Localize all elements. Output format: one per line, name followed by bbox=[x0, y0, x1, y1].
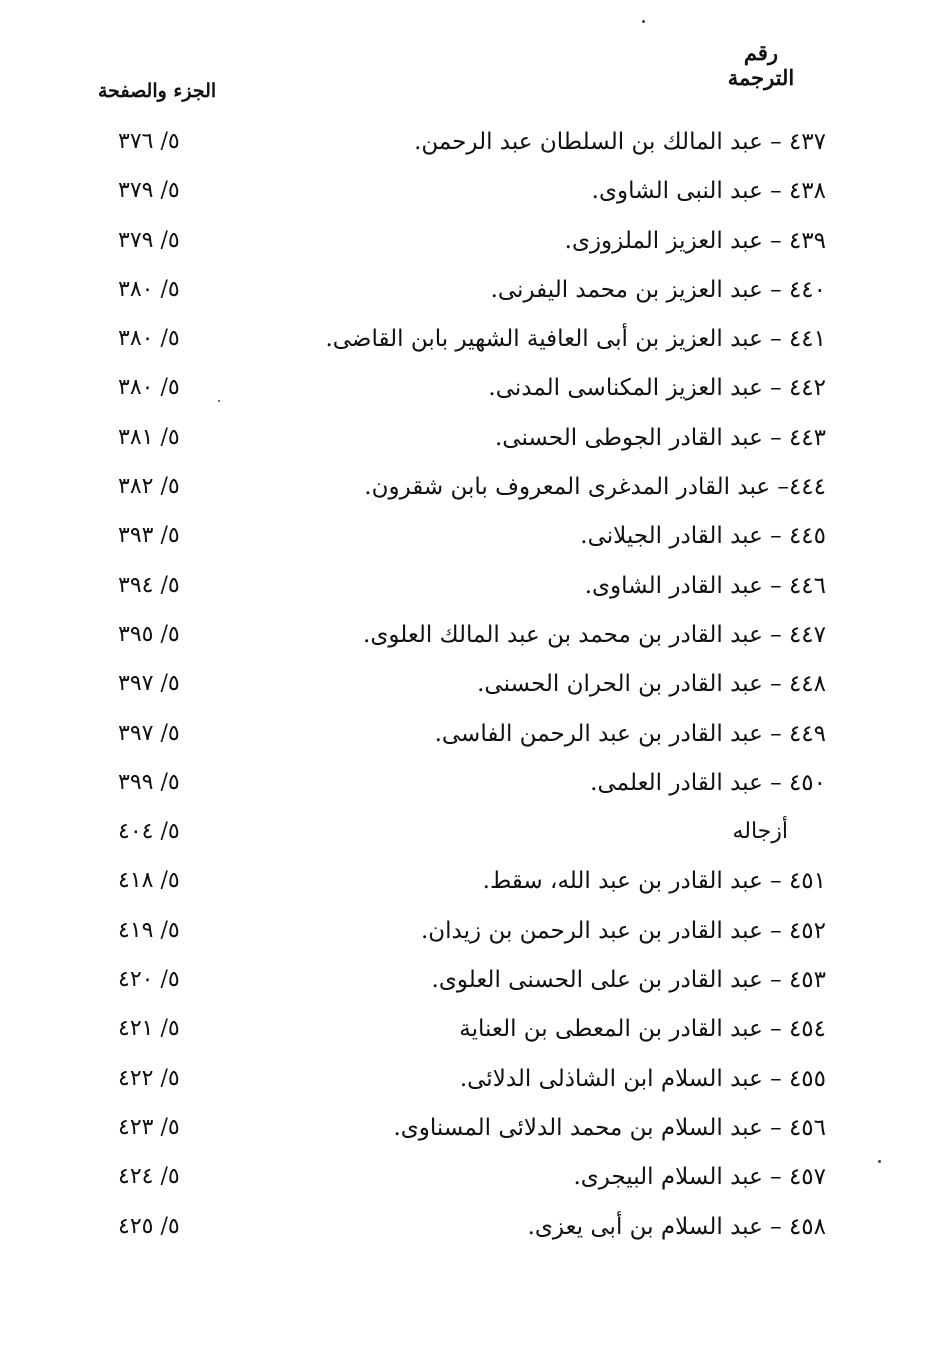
list-item bbox=[0, 662, 938, 711]
volume-page-ref: ٥/ ٣٧٩ bbox=[118, 178, 180, 204]
scan-speck bbox=[642, 20, 645, 23]
list-item bbox=[0, 859, 938, 908]
volume-page-ref: ٥/ ٣٧٦ bbox=[118, 129, 180, 154]
index-entries-list bbox=[0, 120, 938, 1254]
entry-title: ٤٤٩ – عبد القادر بن عبد الرحمن الفاسى. bbox=[434, 720, 826, 747]
volume-page-column-header: الجزء والصفحة bbox=[98, 80, 217, 102]
entry-title: ٤٣٨ – عبد النبى الشاوى. bbox=[591, 178, 826, 205]
list-item bbox=[0, 909, 938, 958]
volume-page-ref: ٥/ ٣٨٠ bbox=[118, 326, 180, 352]
list-item bbox=[0, 120, 938, 169]
volume-page-ref: ٥/ ٤٢٥ bbox=[118, 1213, 180, 1239]
entry-title: ٤٥٠ – عبد القادر العلمى. bbox=[590, 769, 826, 796]
list-item bbox=[0, 465, 938, 514]
entry-title: ٤٤٨ – عبد القادر بن الحران الحسنى. bbox=[477, 671, 826, 698]
entry-number-column-header bbox=[706, 40, 816, 90]
entry-title: ٤٤٢ – عبد العزيز المكناسى المدنى. bbox=[488, 375, 826, 402]
list-item bbox=[0, 169, 938, 218]
entry-title: ٤٥١ – عبد القادر بن عبد الله، سقط. bbox=[482, 868, 826, 895]
entry-title: ٤٥٦ – عبد السلام بن محمد الدلائى المسناوى. bbox=[393, 1114, 826, 1141]
volume-page-ref: ٥/ ٣٨٢ bbox=[118, 474, 180, 500]
list-item bbox=[0, 1205, 938, 1254]
entry-title: ٤٤٧ – عبد القادر بن محمد بن عبد المالك العلوى. bbox=[363, 621, 826, 648]
volume-page-ref: ٥/ ٤١٩ bbox=[118, 917, 180, 943]
entry-title: ٤٤١ – عبد العزيز بن أبى العافية الشهير بابن القاضى. bbox=[325, 326, 826, 353]
volume-page-ref: ٥/ ٤٢٢ bbox=[118, 1065, 180, 1091]
volume-page-ref: ٥/ ٣٨٠ bbox=[118, 276, 180, 302]
volume-page-ref: ٥/ ٤٠٤ bbox=[118, 819, 180, 845]
list-item bbox=[0, 564, 938, 613]
volume-page-ref: ٥/ ٤٢١ bbox=[118, 1016, 180, 1042]
sub-entry-title: أزجاله bbox=[732, 819, 788, 845]
list-item bbox=[0, 613, 938, 662]
list-item bbox=[0, 958, 938, 1007]
list-item bbox=[0, 1057, 938, 1106]
number-label-line1: رقم bbox=[743, 40, 779, 65]
volume-page-ref: ٥/ ٣٩٩ bbox=[118, 769, 180, 795]
list-item bbox=[0, 761, 938, 810]
list-item bbox=[0, 1155, 938, 1204]
volume-page-ref: ٥/ ٤٢٠ bbox=[118, 967, 180, 993]
volume-page-ref: ٥/ ٣٩٧ bbox=[118, 671, 180, 697]
entry-title: ٤٤٠ – عبد العزيز بن محمد اليفرنى. bbox=[490, 276, 826, 303]
volume-page-ref: ٥/ ٤٢٤ bbox=[118, 1164, 180, 1190]
list-item bbox=[0, 1106, 938, 1155]
list-item bbox=[0, 416, 938, 465]
entry-title: ٤٥٤ – عبد القادر بن المعطى بن العناية bbox=[459, 1016, 826, 1043]
entry-title: ٤٤٥ – عبد القادر الجيلانى. bbox=[580, 523, 826, 550]
entry-title: ٤٤٣ – عبد القادر الجوطى الحسنى. bbox=[494, 424, 826, 451]
volume-page-ref: ٥/ ٣٩٣ bbox=[118, 523, 180, 549]
entry-title: ٤٤٤– عبد القادر المدغرى المعروف بابن شقرون. bbox=[364, 474, 826, 501]
volume-page-ref: ٥/ ٣٨٠ bbox=[118, 375, 180, 401]
list-item bbox=[0, 317, 938, 366]
volume-page-ref: ٥/ ٣٩٤ bbox=[118, 572, 180, 598]
entry-title: ٤٣٩ – عبد العزيز الملزوزى. bbox=[564, 227, 826, 254]
entry-title: ٤٤٦ – عبد القادر الشاوى. bbox=[584, 572, 826, 599]
list-item bbox=[0, 366, 938, 415]
volume-page-ref: ٥/ ٣٩٥ bbox=[118, 621, 180, 647]
list-item bbox=[0, 219, 938, 268]
volume-page-ref: ٥/ ٣٩٧ bbox=[118, 720, 180, 746]
entry-title: ٤٥٧ – عبد السلام البيجرى. bbox=[573, 1164, 826, 1191]
list-item bbox=[0, 712, 938, 761]
entry-title: ٤٣٧ – عبد المالك بن السلطان عبد الرحمن. bbox=[414, 129, 826, 155]
list-item bbox=[0, 810, 938, 859]
list-item bbox=[0, 1007, 938, 1056]
volume-page-ref: ٥/ ٤١٨ bbox=[118, 868, 180, 894]
scan-speck bbox=[218, 400, 220, 402]
volume-page-ref: ٥/ ٤٢٣ bbox=[118, 1114, 180, 1140]
volume-page-ref: ٥/ ٣٧٩ bbox=[118, 227, 180, 253]
list-item bbox=[0, 514, 938, 563]
entry-title: ٤٥٣ – عبد القادر بن على الحسنى العلوى. bbox=[431, 967, 826, 994]
scan-speck bbox=[878, 1160, 881, 1163]
entry-title: ٤٥٢ – عبد القادر بن عبد الرحمن بن زيدان. bbox=[420, 917, 826, 944]
entry-title: ٤٥٥ – عبد السلام ابن الشاذلى الدلائى. bbox=[459, 1065, 826, 1092]
list-item bbox=[0, 268, 938, 317]
number-label-line2: الترجمة bbox=[727, 65, 795, 90]
entry-title: ٤٥٨ – عبد السلام بن أبى يعزى. bbox=[527, 1213, 826, 1240]
volume-page-ref: ٥/ ٣٨١ bbox=[118, 424, 180, 450]
